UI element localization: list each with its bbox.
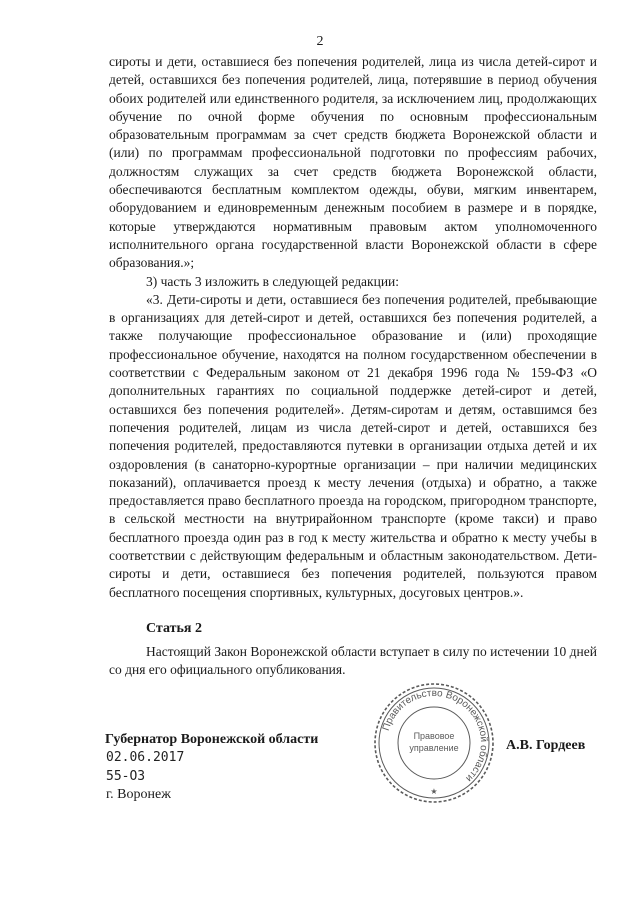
page-number: 2 — [316, 34, 324, 49]
seal-ring-text: Правительство Воронежской области — [380, 687, 490, 784]
law-city: г. Воронеж — [106, 787, 171, 802]
paragraph-part-3: «3. Дети-сироты и дети, оставшиеся без попечения родителей, пребывающие в организациях для детей-сирот и детей, оставшихся без попечения родителей, а также получающие профессиональное образование и (или) проходящие профессиональное обучение, находятся на полном государственном обеспечении в соответствии с Федеральным законом от 21 декабря 1996 года № 159-ФЗ «О дополнительных гарантиях по социальной поддержке детей-сирот и детей, оставшихся без попечения родителей». Детям-сиротам и детям, оставшимся без попечения родителей, лицам из числа детей-сирот и детей, оставшихся без попечения родителей, предоставляются путевки в организации отдыха детей и их оздоровления (в санаторно-курортные организации – при наличии медицинских показаний), оплачивается проезд к месту лечения (отдыха) и обратно, а также предоставляется право бесплатного проезда на городском, пригородном транспорте, в сельской местности на внутрирайонном транспорте (кроме такси) и право бесплатного проезда один раз в год к месту жительства и обратно к месту учебы в соответствии с действующим федеральным и областным законодательством. Дети-сироты и дети, оставшиеся без попечения родителей, пользуются правом бесплатного посещения спортивных, культурных, досуговых центров.». — [109, 291, 597, 600]
law-number: 55-ОЗ — [106, 769, 146, 784]
article-2-paragraph: Настоящий Закон Воронежской области вступает в силу по истечении 10 дней со дня его официального опубликования. — [109, 644, 597, 678]
official-seal — [372, 681, 496, 805]
body-text — [109, 53, 597, 602]
paragraph-continuation: сироты и дети, оставшиеся без попечения родителей, лица из числа детей-сирот и детей, оставшихся без попечения родителей, лица, потерявшие в период обучения обоих родителей или единственного родителя, за исключением лиц, продолжающих обучение по очной форме обучения по основным профессиональным образовательным программам за счет средств бюджета Воронежской области и (или) по программам профессиональной подготовки по профессиям рабочих, должностям служащих за счет средств бюджета Воронежской области, обеспечиваются бесплатным комплектом одежды, обуви, мягким инвентарем, оборудованием и единовременным денежным пособием в размере и в порядке, которые утверждаются нормативным правовым актом уполномоченного исполнительного органа государственной власти Воронежской области в сфере образования.»; — [109, 54, 597, 271]
article-2-body — [109, 643, 597, 680]
paragraph-amendment-intro: 3) часть 3 изложить в следующей редакции: — [146, 273, 400, 289]
seal-center-line-1: Правовое — [413, 731, 455, 741]
signer-name: А.В. Гордеев — [506, 738, 586, 753]
law-date: 02.06.2017 — [106, 750, 185, 765]
seal-center-line-2: управление — [409, 743, 459, 753]
seal-star-icon: ★ — [430, 787, 438, 796]
signer-title: Губернатор Воронежской области — [105, 732, 319, 747]
article-2-heading: Статья 2 — [146, 621, 202, 636]
